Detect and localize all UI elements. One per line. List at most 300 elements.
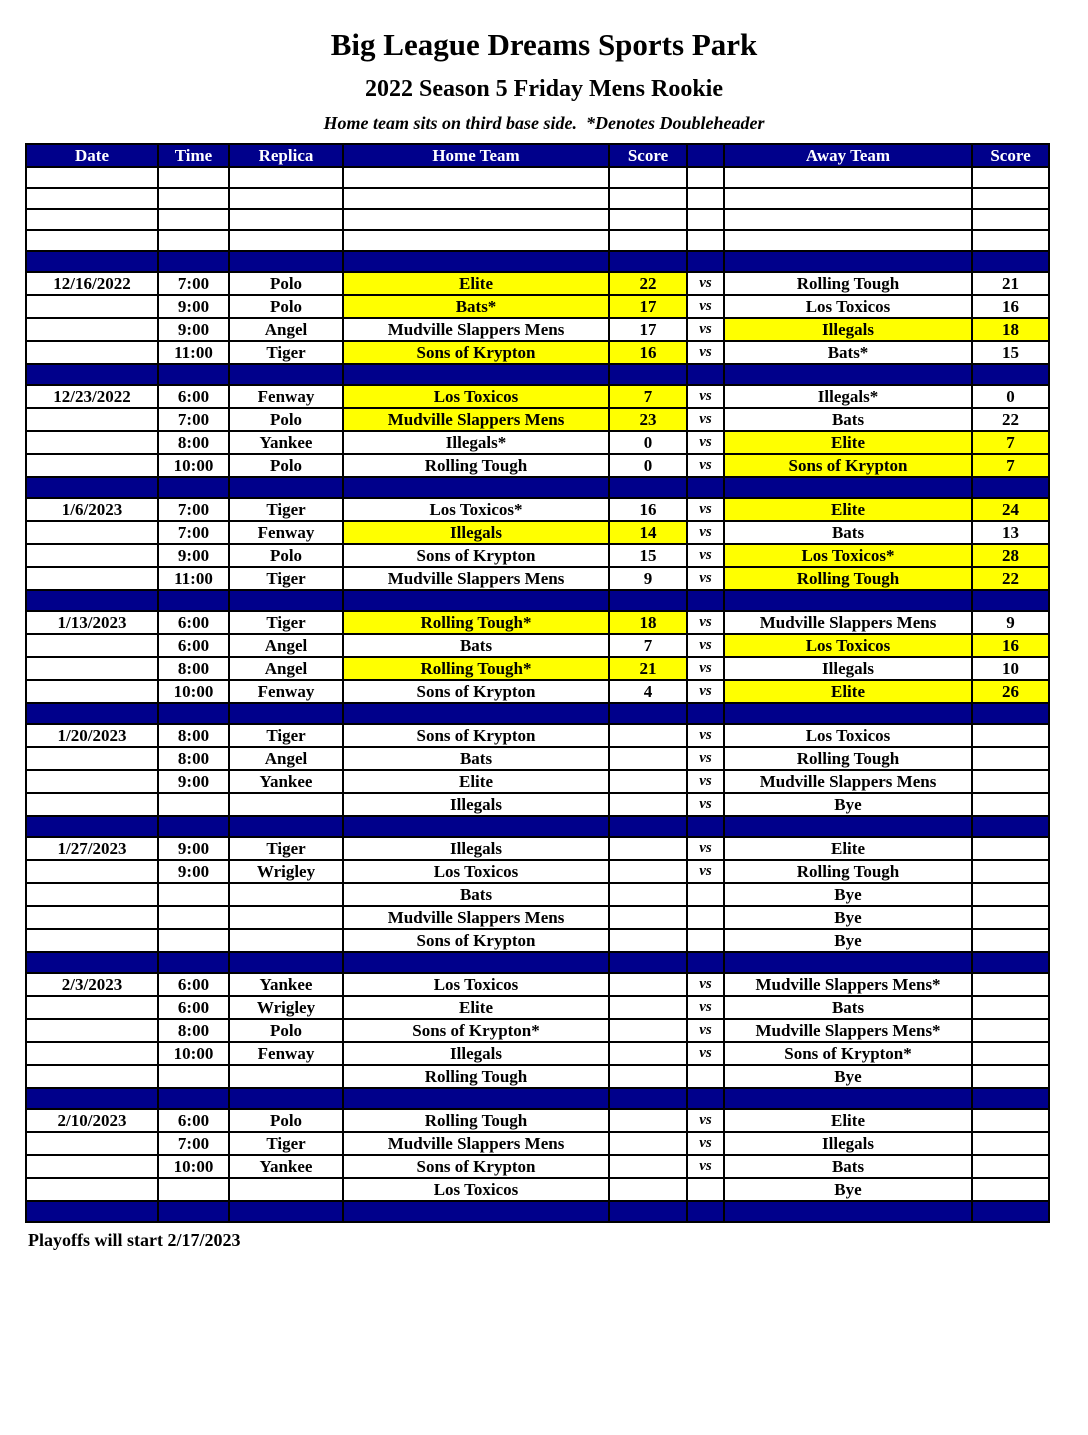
away-score-cell: 13 — [972, 521, 1049, 544]
home-score-cell — [609, 1201, 687, 1222]
home-team-cell: Bats — [343, 634, 609, 657]
away-score-cell — [972, 1065, 1049, 1088]
game-row — [26, 680, 1049, 703]
home-team-cell: Sons of Krypton — [343, 544, 609, 567]
away-score-cell — [972, 837, 1049, 860]
home-score-cell: 18 — [609, 611, 687, 634]
home-score-cell — [609, 973, 687, 996]
home-team-cell: Mudville Slappers Mens — [343, 1132, 609, 1155]
home-team-cell: Rolling Tough* — [343, 611, 609, 634]
away-team-cell: Rolling Tough — [724, 747, 972, 770]
home-score-cell — [609, 929, 687, 952]
date-cell — [26, 408, 158, 431]
home-team-cell: Rolling Tough — [343, 454, 609, 477]
replica-cell: Polo — [229, 1019, 343, 1042]
vs-cell — [687, 477, 724, 498]
time-cell: 7:00 — [158, 272, 229, 295]
away-score-cell — [972, 770, 1049, 793]
home-score-cell: 22 — [609, 272, 687, 295]
home-score-cell — [609, 996, 687, 1019]
game-row — [26, 521, 1049, 544]
away-score-cell: 18 — [972, 318, 1049, 341]
home-score-cell — [609, 590, 687, 611]
game-row — [26, 544, 1049, 567]
separator-row — [26, 590, 1049, 611]
away-team-cell: Los Toxicos — [724, 295, 972, 318]
replica-cell: Tiger — [229, 611, 343, 634]
away-score-cell — [972, 816, 1049, 837]
empty-row — [26, 167, 1049, 188]
home-score-cell: 16 — [609, 498, 687, 521]
time-cell: 11:00 — [158, 341, 229, 364]
home-score-cell: 17 — [609, 295, 687, 318]
time-cell: 7:00 — [158, 1132, 229, 1155]
away-score-cell — [972, 167, 1049, 188]
replica-cell — [229, 364, 343, 385]
away-score-cell: 16 — [972, 295, 1049, 318]
time-cell: 7:00 — [158, 521, 229, 544]
time-cell — [158, 188, 229, 209]
home-score-cell — [609, 860, 687, 883]
away-team-cell — [724, 251, 972, 272]
replica-cell: Angel — [229, 634, 343, 657]
home-score-cell: 15 — [609, 544, 687, 567]
replica-cell: Wrigley — [229, 996, 343, 1019]
vs-cell: vs — [687, 1109, 724, 1132]
home-team-cell — [343, 230, 609, 251]
date-cell: 1/6/2023 — [26, 498, 158, 521]
home-team-cell: Mudville Slappers Mens — [343, 906, 609, 929]
date-cell — [26, 318, 158, 341]
home-score-cell: 0 — [609, 431, 687, 454]
date-cell: 12/16/2022 — [26, 272, 158, 295]
vs-cell: vs — [687, 1132, 724, 1155]
away-score-cell: 7 — [972, 431, 1049, 454]
home-team-cell: Sons of Krypton — [343, 680, 609, 703]
home-score-cell — [609, 703, 687, 724]
away-score-cell: 22 — [972, 408, 1049, 431]
away-score-cell — [972, 973, 1049, 996]
away-score-cell — [972, 590, 1049, 611]
game-row — [26, 1109, 1049, 1132]
date-cell — [26, 1178, 158, 1201]
vs-cell: vs — [687, 996, 724, 1019]
vs-cell — [687, 1178, 724, 1201]
vs-cell — [687, 703, 724, 724]
replica-cell: Tiger — [229, 724, 343, 747]
away-score-cell: 0 — [972, 385, 1049, 408]
game-row — [26, 634, 1049, 657]
time-cell — [158, 230, 229, 251]
date-cell — [26, 1019, 158, 1042]
column-header-home-score: Score — [609, 144, 687, 167]
game-row — [26, 295, 1049, 318]
time-cell: 10:00 — [158, 680, 229, 703]
away-score-cell — [972, 1042, 1049, 1065]
date-cell — [26, 883, 158, 906]
date-cell — [26, 680, 158, 703]
away-score-cell: 16 — [972, 634, 1049, 657]
home-team-cell — [343, 477, 609, 498]
vs-cell: vs — [687, 1019, 724, 1042]
schedule-table — [25, 143, 1050, 1223]
home-team-cell: Illegals — [343, 837, 609, 860]
vs-cell — [687, 1065, 724, 1088]
time-cell: 6:00 — [158, 611, 229, 634]
away-score-cell: 21 — [972, 272, 1049, 295]
date-cell — [26, 295, 158, 318]
away-score-cell — [972, 1088, 1049, 1109]
away-team-cell: Bye — [724, 906, 972, 929]
vs-cell: vs — [687, 431, 724, 454]
home-team-cell: Sons of Krypton — [343, 724, 609, 747]
time-cell — [158, 1065, 229, 1088]
date-cell — [26, 230, 158, 251]
page-subtitle: 2022 Season 5 Friday Mens Rookie — [364, 76, 723, 102]
home-score-cell — [609, 1065, 687, 1088]
replica-cell — [229, 477, 343, 498]
date-cell — [26, 167, 158, 188]
away-score-cell — [972, 703, 1049, 724]
column-header-away-score: Score — [972, 144, 1049, 167]
vs-cell: vs — [687, 724, 724, 747]
vs-cell: vs — [687, 680, 724, 703]
replica-cell: Yankee — [229, 770, 343, 793]
game-row — [26, 770, 1049, 793]
date-cell — [26, 544, 158, 567]
home-score-cell — [609, 837, 687, 860]
home-score-cell — [609, 1132, 687, 1155]
away-score-cell: 10 — [972, 657, 1049, 680]
away-score-cell — [972, 906, 1049, 929]
time-cell: 9:00 — [158, 544, 229, 567]
replica-cell: Polo — [229, 454, 343, 477]
vs-cell — [687, 167, 724, 188]
home-score-cell — [609, 724, 687, 747]
vs-cell: vs — [687, 521, 724, 544]
replica-cell — [229, 251, 343, 272]
home-score-cell: 4 — [609, 680, 687, 703]
vs-cell: vs — [687, 1042, 724, 1065]
column-header-date: Date — [26, 144, 158, 167]
home-score-cell — [609, 1155, 687, 1178]
date-cell — [26, 1065, 158, 1088]
replica-cell: Angel — [229, 318, 343, 341]
game-row — [26, 272, 1049, 295]
vs-cell: vs — [687, 860, 724, 883]
game-row — [26, 973, 1049, 996]
date-cell — [26, 860, 158, 883]
away-team-cell — [724, 1201, 972, 1222]
vs-cell — [687, 590, 724, 611]
away-score-cell: 24 — [972, 498, 1049, 521]
empty-row — [26, 209, 1049, 230]
away-score-cell — [972, 929, 1049, 952]
away-score-cell — [972, 1019, 1049, 1042]
away-team-cell — [724, 816, 972, 837]
replica-cell: Polo — [229, 544, 343, 567]
home-score-cell — [609, 747, 687, 770]
date-cell — [26, 770, 158, 793]
vs-cell — [687, 929, 724, 952]
away-score-cell — [972, 364, 1049, 385]
home-team-cell: Bats* — [343, 295, 609, 318]
home-score-cell: 0 — [609, 454, 687, 477]
time-cell: 9:00 — [158, 318, 229, 341]
home-team-cell: Mudville Slappers Mens — [343, 408, 609, 431]
away-team-cell: Bye — [724, 1178, 972, 1201]
date-cell: 2/10/2023 — [26, 1109, 158, 1132]
date-cell — [26, 996, 158, 1019]
away-team-cell: Bye — [724, 883, 972, 906]
time-cell: 7:00 — [158, 498, 229, 521]
away-team-cell: Bye — [724, 929, 972, 952]
home-team-cell: Los Toxicos — [343, 860, 609, 883]
replica-cell — [229, 703, 343, 724]
home-score-cell — [609, 952, 687, 973]
time-cell: 10:00 — [158, 1155, 229, 1178]
replica-cell — [229, 209, 343, 230]
home-score-cell: 9 — [609, 567, 687, 590]
vs-cell — [687, 1201, 724, 1222]
away-team-cell — [724, 230, 972, 251]
time-cell — [158, 364, 229, 385]
vs-cell: vs — [687, 770, 724, 793]
time-cell — [158, 1201, 229, 1222]
date-cell — [26, 454, 158, 477]
away-score-cell — [972, 747, 1049, 770]
time-cell: 11:00 — [158, 567, 229, 590]
away-score-cell — [972, 952, 1049, 973]
vs-cell: vs — [687, 385, 724, 408]
away-score-cell: 26 — [972, 680, 1049, 703]
replica-cell: Yankee — [229, 431, 343, 454]
time-cell: 7:00 — [158, 408, 229, 431]
replica-cell: Tiger — [229, 567, 343, 590]
away-score-cell — [972, 251, 1049, 272]
home-score-cell: 16 — [609, 341, 687, 364]
time-cell — [158, 209, 229, 230]
column-header-home-team: Home Team — [343, 144, 609, 167]
date-cell: 1/13/2023 — [26, 611, 158, 634]
game-row — [26, 431, 1049, 454]
home-team-cell: Los Toxicos — [343, 385, 609, 408]
away-team-cell: Rolling Tough — [724, 272, 972, 295]
home-team-cell: Los Toxicos — [343, 1178, 609, 1201]
away-team-cell — [724, 952, 972, 973]
away-score-cell — [972, 1155, 1049, 1178]
home-score-cell: 17 — [609, 318, 687, 341]
home-score-cell — [609, 1042, 687, 1065]
replica-cell — [229, 1088, 343, 1109]
date-cell — [26, 364, 158, 385]
replica-cell: Fenway — [229, 680, 343, 703]
game-row — [26, 860, 1049, 883]
game-row — [26, 1132, 1049, 1155]
page-title: Big League Dreams Sports Park — [330, 27, 758, 62]
page-tagline: Home team sits on third base side. *Denotes Doubleheader — [323, 113, 765, 133]
away-score-cell — [972, 477, 1049, 498]
away-team-cell: Elite — [724, 498, 972, 521]
home-score-cell — [609, 209, 687, 230]
away-score-cell: 28 — [972, 544, 1049, 567]
away-score-cell — [972, 996, 1049, 1019]
time-cell: 8:00 — [158, 724, 229, 747]
date-cell — [26, 1155, 158, 1178]
vs-cell: vs — [687, 498, 724, 521]
away-team-cell — [724, 477, 972, 498]
replica-cell: Fenway — [229, 1042, 343, 1065]
time-cell — [158, 952, 229, 973]
game-row — [26, 906, 1049, 929]
home-score-cell — [609, 188, 687, 209]
away-team-cell: Mudville Slappers Mens — [724, 770, 972, 793]
replica-cell: Polo — [229, 295, 343, 318]
game-row — [26, 408, 1049, 431]
away-score-cell — [972, 1109, 1049, 1132]
replica-cell: Tiger — [229, 1132, 343, 1155]
replica-cell: Fenway — [229, 385, 343, 408]
home-team-cell — [343, 952, 609, 973]
home-score-cell — [609, 1178, 687, 1201]
column-header-replica: Replica — [229, 144, 343, 167]
replica-cell: Tiger — [229, 837, 343, 860]
away-team-cell: Los Toxicos — [724, 724, 972, 747]
vs-cell — [687, 364, 724, 385]
home-score-cell — [609, 167, 687, 188]
date-cell — [26, 521, 158, 544]
time-cell: 10:00 — [158, 454, 229, 477]
home-score-cell — [609, 1088, 687, 1109]
time-cell: 8:00 — [158, 657, 229, 680]
home-team-cell — [343, 188, 609, 209]
game-row — [26, 1155, 1049, 1178]
home-score-cell — [609, 477, 687, 498]
replica-cell — [229, 816, 343, 837]
home-team-cell: Elite — [343, 272, 609, 295]
game-row — [26, 385, 1049, 408]
replica-cell: Polo — [229, 408, 343, 431]
home-team-cell — [343, 251, 609, 272]
home-team-cell: Elite — [343, 770, 609, 793]
home-team-cell: Los Toxicos — [343, 973, 609, 996]
time-cell — [158, 1178, 229, 1201]
away-score-cell — [972, 230, 1049, 251]
home-score-cell — [609, 816, 687, 837]
away-team-cell: Bye — [724, 793, 972, 816]
away-team-cell: Illegals — [724, 657, 972, 680]
away-team-cell: Illegals — [724, 318, 972, 341]
replica-cell: Polo — [229, 1109, 343, 1132]
home-score-cell — [609, 1019, 687, 1042]
away-score-cell — [972, 1178, 1049, 1201]
game-row — [26, 454, 1049, 477]
separator-row — [26, 364, 1049, 385]
away-team-cell: Bats — [724, 408, 972, 431]
separator-row — [26, 477, 1049, 498]
home-team-cell: Sons of Krypton — [343, 929, 609, 952]
away-team-cell — [724, 1088, 972, 1109]
away-team-cell: Bats — [724, 1155, 972, 1178]
time-cell: 8:00 — [158, 431, 229, 454]
game-row — [26, 1065, 1049, 1088]
away-team-cell: Los Toxicos — [724, 634, 972, 657]
home-score-cell: 7 — [609, 634, 687, 657]
away-team-cell: Illegals — [724, 1132, 972, 1155]
vs-cell: vs — [687, 837, 724, 860]
date-cell — [26, 816, 158, 837]
home-team-cell: Sons of Krypton* — [343, 1019, 609, 1042]
game-row — [26, 724, 1049, 747]
home-team-cell — [343, 364, 609, 385]
vs-cell: vs — [687, 973, 724, 996]
home-score-cell: 23 — [609, 408, 687, 431]
home-team-cell: Los Toxicos* — [343, 498, 609, 521]
vs-cell: vs — [687, 611, 724, 634]
separator-row — [26, 952, 1049, 973]
home-team-cell — [343, 703, 609, 724]
away-score-cell: 9 — [972, 611, 1049, 634]
separator-row — [26, 816, 1049, 837]
away-score-cell — [972, 1201, 1049, 1222]
column-header-time: Time — [158, 144, 229, 167]
date-cell — [26, 341, 158, 364]
time-cell — [158, 883, 229, 906]
home-team-cell: Elite — [343, 996, 609, 1019]
table-header-row — [26, 144, 1049, 167]
schedule-body — [26, 167, 1049, 1222]
away-team-cell: Bats — [724, 521, 972, 544]
home-score-cell: 21 — [609, 657, 687, 680]
date-cell — [26, 1201, 158, 1222]
time-cell: 8:00 — [158, 1019, 229, 1042]
away-team-cell: Bats — [724, 996, 972, 1019]
home-team-cell: Illegals — [343, 793, 609, 816]
away-team-cell — [724, 188, 972, 209]
vs-cell: vs — [687, 318, 724, 341]
column-header-away-team: Away Team — [724, 144, 972, 167]
replica-cell: Polo — [229, 272, 343, 295]
away-team-cell: Elite — [724, 431, 972, 454]
date-cell — [26, 590, 158, 611]
date-cell: 2/3/2023 — [26, 973, 158, 996]
home-team-cell — [343, 1201, 609, 1222]
replica-cell — [229, 952, 343, 973]
replica-cell: Tiger — [229, 341, 343, 364]
time-cell: 9:00 — [158, 295, 229, 318]
home-score-cell: 7 — [609, 385, 687, 408]
vs-cell: vs — [687, 408, 724, 431]
away-team-cell: Elite — [724, 680, 972, 703]
away-score-cell — [972, 860, 1049, 883]
vs-cell: vs — [687, 747, 724, 770]
time-cell — [158, 1088, 229, 1109]
game-row — [26, 657, 1049, 680]
vs-cell: vs — [687, 1155, 724, 1178]
game-row — [26, 498, 1049, 521]
game-row — [26, 996, 1049, 1019]
home-score-cell — [609, 364, 687, 385]
replica-cell — [229, 1065, 343, 1088]
separator-row — [26, 703, 1049, 724]
vs-cell: vs — [687, 793, 724, 816]
replica-cell — [229, 793, 343, 816]
away-team-cell — [724, 590, 972, 611]
vs-cell: vs — [687, 295, 724, 318]
date-cell — [26, 929, 158, 952]
home-team-cell: Bats — [343, 747, 609, 770]
time-cell — [158, 929, 229, 952]
